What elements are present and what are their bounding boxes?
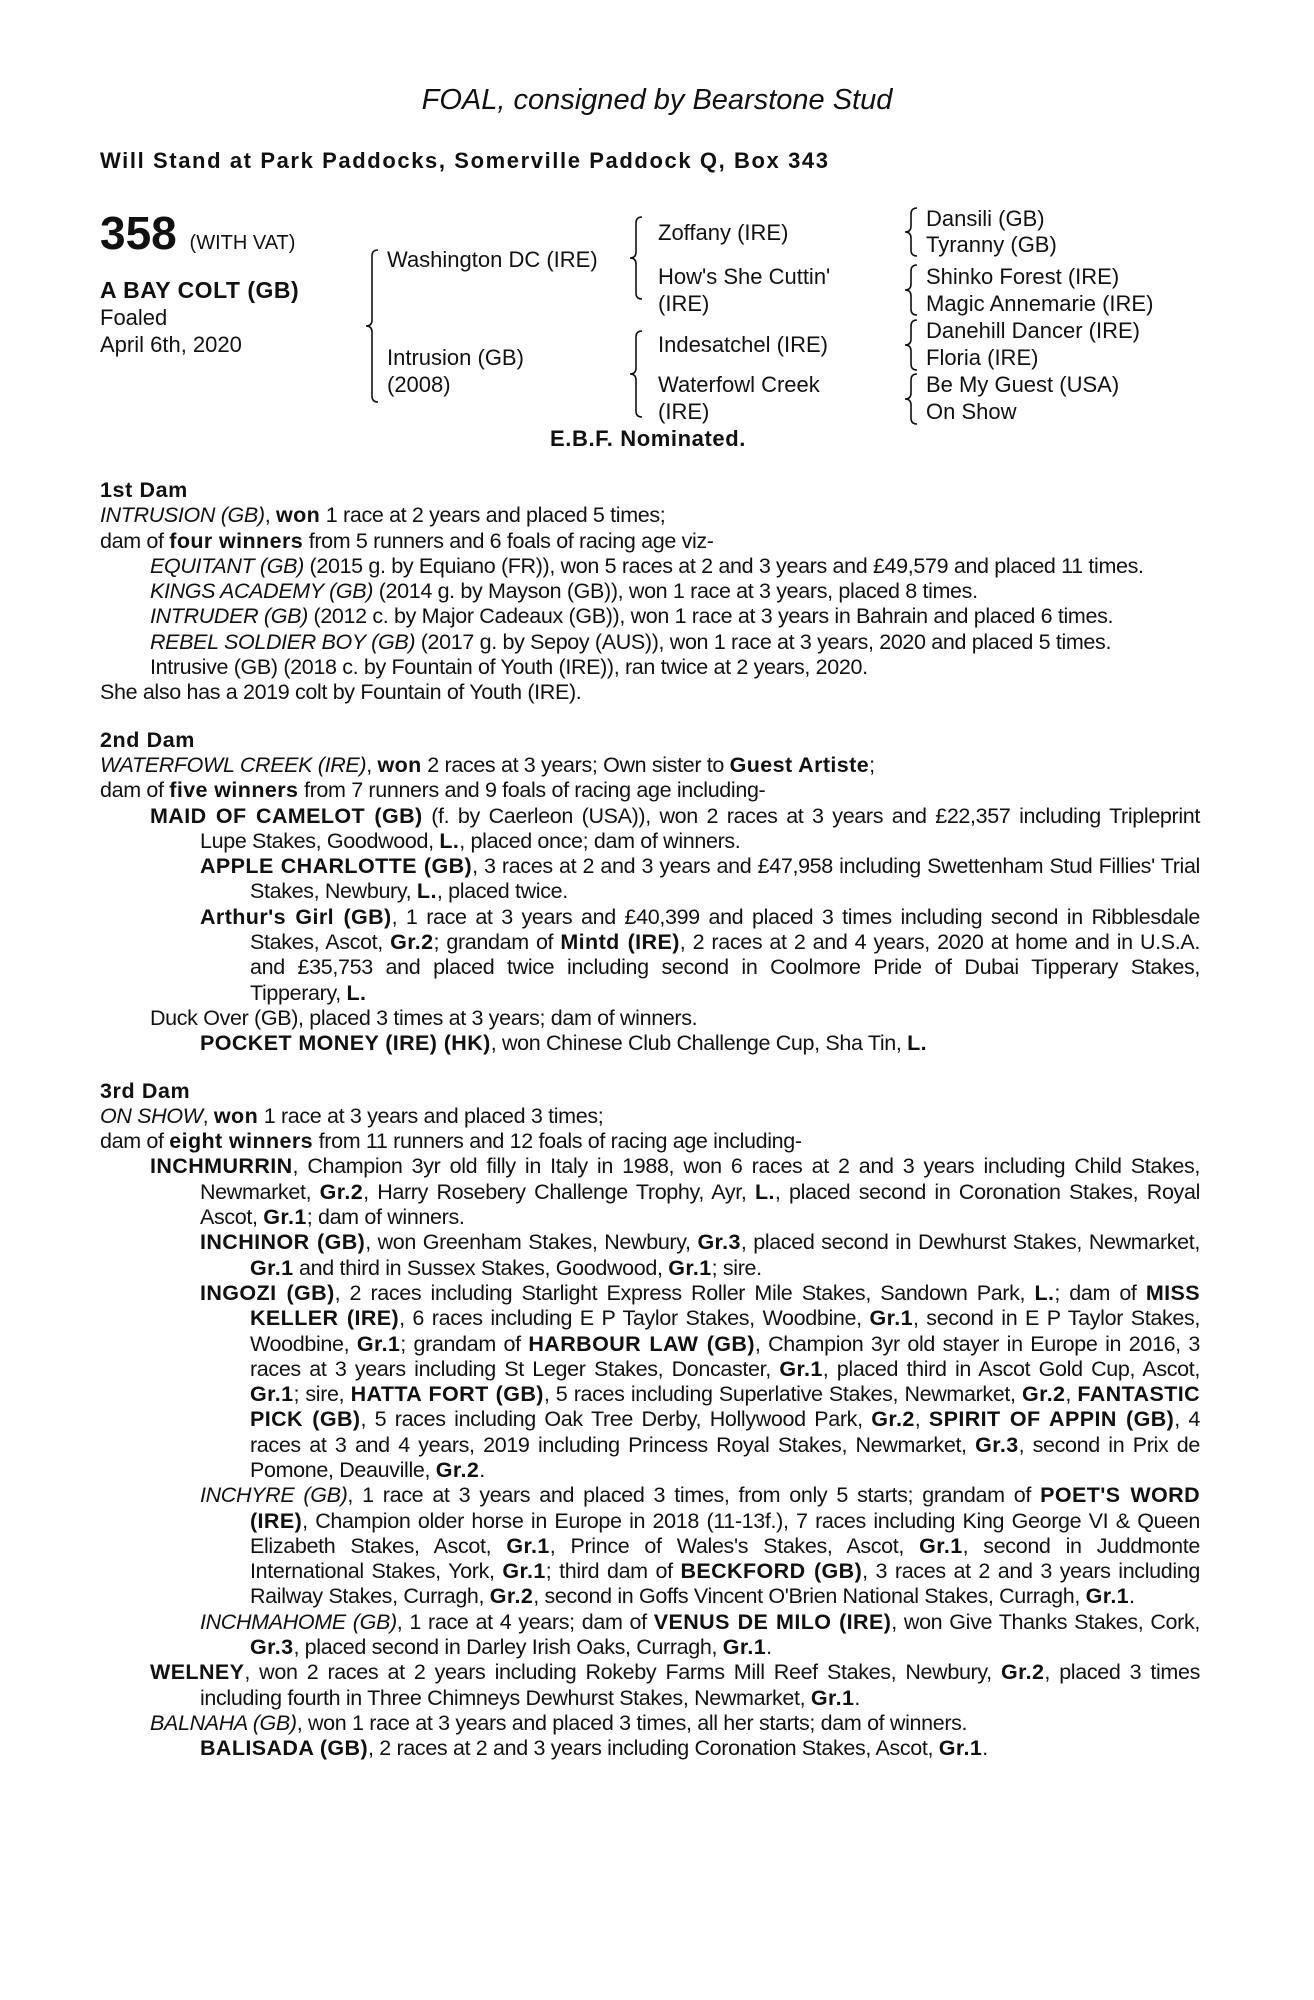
bold-text: Gr.1 [250, 1382, 294, 1407]
text: , won Chinese Club Challenge Cup, Sha Tin, [490, 1031, 908, 1056]
text: , Prince of Wales's Stakes, Ascot, [549, 1533, 920, 1558]
text: , Champion 3yr old filly in Italy in 1988, won 6 races at 2 and 3 years including Child Stakes, Newmarket, [200, 1154, 1200, 1204]
produce-entry [100, 1104, 1200, 1129]
bold-text: Gr.1 [938, 1736, 983, 1761]
text: . [854, 1685, 860, 1710]
text: from 11 runners and 12 foals of racing age including- [313, 1129, 802, 1154]
pedigree-g3-8: On Show [926, 399, 1017, 424]
bold-text: Gr.1 [263, 1205, 307, 1230]
bold-text: Gr.1 [1085, 1584, 1130, 1609]
pedigree-g3-2: Tyranny (GB) [926, 232, 1057, 257]
dam-heading: 3rd Dam [100, 1078, 191, 1103]
catalogue-title: FOAL, consigned by Bearstone Stud [421, 84, 893, 116]
pedigree-sire: Washington DC (IRE) [387, 247, 598, 272]
lot-number-block [100, 208, 295, 268]
bold-text: Gr.2 [319, 1179, 364, 1204]
text: dam of [100, 1129, 170, 1154]
text: , placed second in Dewhurst Stakes, Newmarket, [740, 1230, 1201, 1255]
pedigree-g3-5: Danehill Dancer (IRE) [926, 318, 1140, 343]
bold-text: Guest Artiste [729, 752, 870, 777]
text: . [982, 1736, 988, 1761]
text: from 7 runners and 9 foals of racing age including- [298, 778, 766, 803]
text: , 3 races at 2 and 3 years and £47,958 including Swettenham Stud Fillies' Trial Stakes, Newbury, [250, 854, 1200, 904]
italic-name: REBEL SOLDIER BOY (GB) [150, 629, 416, 654]
dam-section [100, 728, 1200, 1057]
ebf-nomination: E.B.F. Nominated. [550, 426, 746, 451]
bold-text: INCHMURRIN [150, 1154, 293, 1179]
text: , second in Juddmonte International Stakes, York, [250, 1533, 1200, 1584]
text: , placed twice. [436, 879, 568, 904]
bold-text: L. [754, 1179, 775, 1204]
bold-text: won [377, 752, 422, 777]
bold-text: Gr.2 [871, 1407, 915, 1432]
bold-text: Mintd (IRE) [560, 930, 680, 955]
bold-text: HARBOUR LAW (GB) [528, 1331, 755, 1356]
text: ; grandam of [400, 1331, 529, 1356]
italic-name: ON SHOW [100, 1103, 203, 1128]
bold-text: Gr.2 [435, 1457, 480, 1482]
produce-entry [100, 1031, 1200, 1056]
produce-entry [100, 655, 1200, 680]
text: ; dam of [1054, 1280, 1146, 1305]
produce-entry [100, 753, 1200, 778]
italic-name: INTRUDER (GB) [150, 604, 308, 629]
produce-entry [100, 1660, 1200, 1711]
text: , Champion older horse in Europe in 2018 (11-13f.), 7 races including King George VI & Queen Elizabeth Stakes, Ascot, [250, 1508, 1200, 1558]
text: and third in Sussex Stakes, Goodwood, [293, 1255, 669, 1280]
text: , 2 races at 2 and 3 years including Coronation Stakes, Ascot, [368, 1736, 939, 1761]
text: , placed third in Ascot Gold Cup, Ascot, [822, 1356, 1200, 1381]
pedigree-sire-dam-country: (IRE) [658, 291, 710, 316]
text: , placed second in Coronation Stakes, Royal Ascot, [200, 1179, 1200, 1230]
text: , second in Prix de Pomone, Deauville, [250, 1432, 1200, 1482]
lot-number: 358 [100, 207, 177, 259]
bold-text: eight winners [169, 1129, 314, 1154]
text: , placed once; dam of winners. [459, 828, 741, 853]
produce-entry [100, 554, 1200, 579]
text: ; third dam of [545, 1559, 681, 1584]
produce-entry [100, 1281, 1200, 1483]
text: 2 races at 3 years; Own sister to [421, 752, 730, 777]
text: , won Greenham Stakes, Newbury, [365, 1230, 698, 1255]
produce-entry [100, 503, 1200, 528]
text: , won 2 races at 2 years including Rokeby Farms Mill Reef Stakes, Newbury, [244, 1660, 1001, 1685]
text: , [914, 1407, 929, 1432]
bold-text: MAID OF CAMELOT (GB) [150, 803, 423, 828]
pedigree-sire-sire: Zoffany (IRE) [658, 220, 789, 245]
italic-name: INCHYRE (GB) [200, 1483, 348, 1508]
pedigree-g3-3: Shinko Forest (IRE) [926, 264, 1120, 289]
text: ; grandam of [433, 930, 561, 955]
produce-entry [100, 1230, 1200, 1281]
text: ; sire. [711, 1255, 762, 1280]
text: , placed second in Darley Irish Oaks, Curragh, [293, 1635, 723, 1660]
italic-name: WATERFOWL CREEK (IRE) [100, 752, 367, 777]
bold-text: Gr.1 [668, 1255, 712, 1280]
bold-text: INCHINOR (GB) [200, 1230, 366, 1255]
bold-text: Gr.3 [975, 1432, 1019, 1457]
pedigree-brace [630, 217, 642, 299]
produce-entry [100, 630, 1200, 655]
bold-text: won [275, 503, 321, 528]
pedigree-brace [905, 320, 917, 370]
vat-note: (WITH VAT) [189, 232, 296, 254]
bold-text: INGOZI (GB) [200, 1280, 335, 1305]
dam-heading: 2nd Dam [100, 727, 195, 752]
bold-text: Gr.1 [779, 1356, 823, 1381]
text: (2015 g. by Equiano (FR)), won 5 races at 2 and 3 years and £49,579 and placed 11 times. [303, 553, 1144, 578]
bold-text: Arthur's Girl (GB) [200, 904, 392, 929]
bold-text: BALISADA (GB) [200, 1736, 369, 1761]
text: (f. by Caerleon (USA)), won 2 races at 3 years and £22,357 including Tripleprint Lupe Stakes, Goodwood, [200, 803, 1201, 853]
text: , 3 races at 2 and 3 years including Railway Stakes, Curragh, [250, 1559, 1200, 1609]
bold-text: Gr.2 [1000, 1660, 1045, 1685]
text: 1 race at 2 years and placed 5 times; [320, 503, 666, 528]
bold-text: Gr.1 [810, 1685, 855, 1710]
bold-text: APPLE CHARLOTTE (GB) [200, 854, 473, 879]
text: Intrusive (GB) (2018 c. by Fountain of Youth (IRE)), ran twice at 2 years, 2020. [150, 655, 868, 680]
produce-entry [100, 579, 1200, 604]
pedigree-g3-4: Magic Annemarie (IRE) [926, 291, 1154, 316]
text: 1 race at 3 years and placed 3 times; [258, 1103, 604, 1128]
produce-entry [100, 854, 1200, 905]
text: , 2 races at 2 and 4 years, 2020 at home and in U.S.A. and £35,753 and placed twice including second in Coolmore Pride of Dubai Tipperary Stakes, Tipperary, [250, 930, 1200, 1005]
produce-entry [100, 1154, 1200, 1230]
text: . [1129, 1584, 1135, 1609]
bold-text: WELNEY [150, 1660, 245, 1685]
text: , 6 races including E P Taylor Stakes, Woodbine, [399, 1306, 870, 1331]
text: , [264, 503, 276, 528]
pedigree-dam: Intrusion (GB) [387, 345, 524, 370]
text: , 5 races including Oak Tree Derby, Hollywood Park, [360, 1407, 872, 1432]
produce-entry [100, 1483, 1200, 1609]
text: , Champion 3yr old stayer in Europe in 2016, 3 races at 3 years including St Leger Stakes, Doncaster, [250, 1331, 1201, 1381]
lot-description: A BAY COLT (GB) [100, 277, 300, 303]
produce-entry [100, 1006, 1200, 1031]
bold-text: VENUS DE MILO (IRE) [653, 1609, 892, 1634]
bold-text: five winners [169, 778, 299, 803]
pedigree-sire-dam: How's She Cuttin' [658, 264, 831, 289]
text: dam of [100, 778, 170, 803]
text: ; [869, 752, 875, 777]
text: , won Give Thanks Stakes, Cork, [891, 1609, 1200, 1634]
pedigree-g3-1: Dansili (GB) [926, 206, 1045, 231]
italic-name: INTRUSION (GB) [100, 503, 265, 528]
text: (2014 g. by Mayson (GB)), won 1 race at 3 years, placed 8 times. [373, 579, 978, 604]
produce-entry [100, 905, 1200, 1006]
bold-text: BECKFORD (GB) [680, 1559, 863, 1584]
foaled-date: April 6th, 2020 [100, 332, 242, 357]
produce-entry [100, 1711, 1200, 1736]
text: , 2 races including Starlight Express Roller Mile Stakes, Sandown Park, [334, 1280, 1035, 1305]
text: , 1 race at 3 years and placed 3 times, from only 5 starts; grandam of [347, 1483, 1041, 1508]
pedigree-brace [905, 265, 917, 315]
text: . [766, 1635, 772, 1660]
text: , second in Goffs Vincent O'Brien National Stakes, Curragh, [533, 1584, 1086, 1609]
bold-text: Gr.1 [722, 1635, 767, 1660]
bold-text: Gr.1 [869, 1306, 913, 1331]
bold-text: L. [907, 1031, 928, 1056]
produce-entry [100, 804, 1200, 855]
bold-text: won [213, 1103, 259, 1128]
bold-text: L. [416, 879, 437, 904]
text: , won 1 race at 3 years and placed 3 times, all her starts; dam of winners. [296, 1710, 968, 1735]
bold-text: FANTASTIC PICK (GB) [250, 1382, 1201, 1432]
bold-text: POCKET MONEY (IRE) (HK) [200, 1031, 491, 1056]
pedigree-dam-sire: Indesatchel (IRE) [658, 332, 828, 357]
produce-entry [100, 1736, 1200, 1761]
bold-text: SPIRIT OF APPIN (GB) [928, 1407, 1175, 1432]
bold-text: Gr.1 [356, 1331, 401, 1356]
bold-text: four winners [169, 528, 304, 553]
foaled-label: Foaled [100, 305, 168, 330]
text: Duck Over (GB), placed 3 times at 3 years; dam of winners. [150, 1005, 698, 1030]
bold-text: HATTA FORT (GB) [350, 1382, 544, 1407]
bold-text: Gr.1 [919, 1533, 963, 1558]
stand-location: Will Stand at Park Paddocks, Somerville Paddock Q, Box 343 [100, 148, 830, 173]
pedigree-brace [366, 250, 378, 402]
text: , 1 race at 4 years; dam of [396, 1609, 654, 1634]
dam-heading: 1st Dam [100, 478, 188, 502]
pedigree-dam-year: (2008) [387, 372, 451, 397]
produce-entry [100, 1610, 1200, 1661]
produce-entry [100, 1129, 1200, 1154]
bold-text: Gr.2 [489, 1584, 534, 1609]
bold-text: L. [346, 980, 367, 1005]
bold-text: L. [1034, 1280, 1055, 1305]
text: , Harry Rosebery Challenge Trophy, Ayr, [363, 1179, 755, 1204]
bold-text: Gr.3 [697, 1230, 741, 1255]
bold-text: MISS KELLER (IRE) [250, 1280, 1201, 1331]
bold-text: Gr.1 [502, 1559, 546, 1584]
text: (2012 c. by Major Cadeaux (GB)), won 1 race at 3 years in Bahrain and placed 6 times. [307, 604, 1114, 629]
pedigree-g3-7: Be My Guest (USA) [926, 372, 1120, 397]
produce-record [100, 478, 1200, 1784]
text: , 4 races at 3 and 4 years, 2019 including Princess Royal Stakes, Newmarket, [250, 1407, 1200, 1457]
produce-entry [100, 778, 1200, 803]
pedigree-brace [630, 331, 642, 417]
produce-entry [100, 529, 1200, 554]
text: (2017 g. by Sepoy (AUS)), won 1 race at 3 years, 2020 and placed 5 times. [415, 629, 1112, 654]
bold-text: Gr.1 [506, 1533, 550, 1558]
italic-name: BALNAHA (GB) [150, 1710, 297, 1735]
text: She also has a 2019 colt by Fountain of Youth (IRE). [100, 680, 582, 705]
italic-name: INCHMAHOME (GB) [200, 1609, 397, 1634]
text: ; dam of winners. [306, 1205, 465, 1230]
bold-text: Gr.2 [1021, 1382, 1066, 1407]
text: dam of [100, 528, 170, 553]
text: , 1 race at 3 years and £40,399 and placed 3 times including second in Ribblesdale Stakes, Ascot, [250, 904, 1200, 955]
text: , second in E P Taylor Stakes, Woodbine, [250, 1306, 1200, 1356]
bold-text: Gr.1 [250, 1255, 294, 1280]
text: , [366, 752, 378, 777]
dam-section [100, 478, 1200, 706]
produce-entry [100, 604, 1200, 629]
bold-text: Gr.2 [390, 930, 434, 955]
text: , 5 races including Superlative Stakes, Newmarket, [543, 1382, 1022, 1407]
bold-text: POET'S WORD (IRE) [250, 1483, 1200, 1533]
pedigree-brace [905, 208, 917, 256]
text: . [479, 1457, 485, 1482]
text: , placed 3 times including fourth in Three Chimneys Dewhurst Stakes, Newmarket, [200, 1660, 1200, 1710]
dam-section [100, 1079, 1200, 1762]
produce-entry [100, 680, 1200, 705]
pedigree-g3-6: Floria (IRE) [926, 345, 1039, 370]
pedigree-brace [905, 374, 917, 424]
text: from 5 runners and 6 foals of racing age viz- [303, 528, 714, 553]
text: , [1065, 1382, 1078, 1407]
bold-text: L. [439, 828, 460, 853]
italic-name: KINGS ACADEMY (GB) [150, 579, 374, 604]
bold-text: Gr.3 [250, 1635, 294, 1660]
pedigree-dam-dam-country: (IRE) [658, 399, 710, 424]
text: ; sire, [293, 1382, 351, 1407]
text: , [202, 1103, 214, 1128]
pedigree-dam-dam: Waterfowl Creek [658, 372, 820, 397]
italic-name: EQUITANT (GB) [150, 553, 304, 578]
